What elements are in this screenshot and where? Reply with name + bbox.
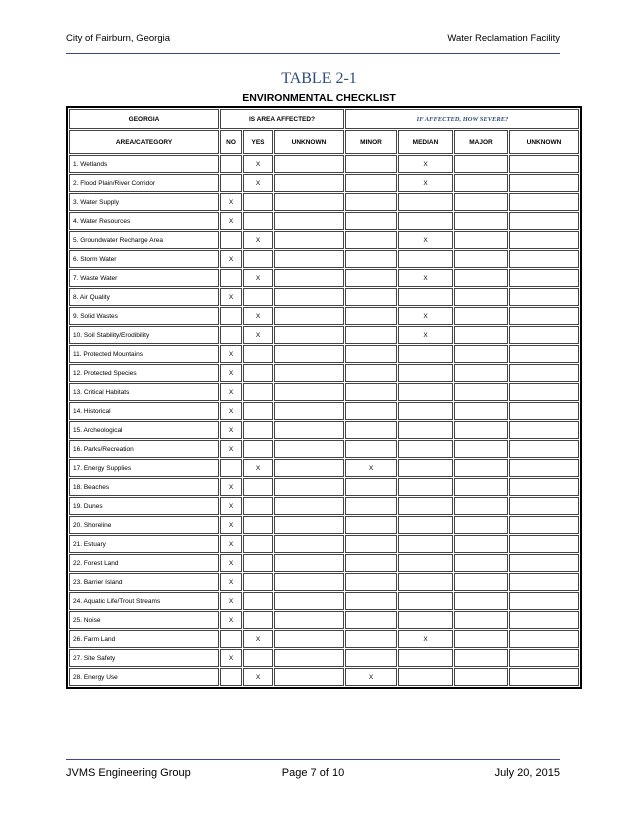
row-mark [345,364,397,382]
table-row [69,649,579,667]
row-mark [454,383,508,401]
row-mark: X [220,402,242,420]
row-category: 2. Flood Plain/River Corridor [69,174,219,192]
table-row [69,174,579,192]
table-row [69,231,579,249]
row-mark [243,535,273,553]
row-mark [345,174,397,192]
row-category: 26. Farm Land [69,630,219,648]
row-mark [345,212,397,230]
table-row [69,668,579,686]
column-header: UNKNOWN [509,130,579,154]
row-mark [454,573,508,591]
row-mark [454,364,508,382]
row-mark [220,174,242,192]
row-mark [345,478,397,496]
row-mark [398,383,453,401]
table-row [69,516,579,534]
row-mark [345,440,397,458]
row-mark [398,440,453,458]
row-category: 5. Groundwater Recharge Area [69,231,219,249]
row-mark: X [398,630,453,648]
row-mark [454,345,508,363]
row-mark [345,288,397,306]
row-mark: X [220,592,242,610]
row-mark: X [243,668,273,686]
row-mark [274,421,344,439]
row-category: 11. Protected Mountains [69,345,219,363]
row-mark [398,459,453,477]
table-title: TABLE 2-1 [281,70,357,87]
row-mark [345,383,397,401]
row-mark [243,345,273,363]
row-category: 22. Forest Land [69,554,219,572]
row-mark: X [220,478,242,496]
table-row [69,554,579,572]
row-mark [509,497,579,515]
row-mark [509,611,579,629]
row-mark: X [220,288,242,306]
row-mark [454,554,508,572]
row-mark [454,402,508,420]
row-mark [398,402,453,420]
row-mark [454,193,508,211]
row-mark [274,326,344,344]
row-mark [509,440,579,458]
row-mark [345,516,397,534]
row-mark [398,573,453,591]
row-mark [398,421,453,439]
table-row [69,269,579,287]
row-mark [454,516,508,534]
row-mark [509,155,579,173]
table-row [69,440,579,458]
row-mark: X [345,668,397,686]
table-row [69,155,579,173]
row-mark [243,421,273,439]
row-mark: X [398,307,453,325]
row-mark [509,668,579,686]
table-row [69,288,579,306]
row-mark [274,497,344,515]
row-mark [454,535,508,553]
row-mark [509,630,579,648]
row-mark [509,307,579,325]
row-mark [345,497,397,515]
table-row [69,497,579,515]
row-mark [345,421,397,439]
row-mark: X [243,231,273,249]
row-mark: X [398,231,453,249]
row-mark [274,630,344,648]
row-mark [220,326,242,344]
row-category: 15. Archeological [69,421,219,439]
row-mark [274,535,344,553]
row-category: 7. Waste Water [69,269,219,287]
row-mark [345,307,397,325]
column-header: NO [220,130,242,154]
row-mark [509,326,579,344]
row-category: 28. Energy Use [69,668,219,686]
row-mark [274,288,344,306]
row-mark: X [243,269,273,287]
row-mark [220,231,242,249]
row-mark: X [220,611,242,629]
row-mark: X [220,345,242,363]
column-header: AREA/CATEGORY [69,130,219,154]
row-mark [454,459,508,477]
row-mark [509,649,579,667]
footer-right: July 20, 2015 [494,767,560,779]
row-mark [509,554,579,572]
row-mark [454,212,508,230]
row-mark: X [220,364,242,382]
row-mark: X [220,649,242,667]
row-mark [345,630,397,648]
row-mark [398,516,453,534]
checklist-table-frame [66,106,582,689]
row-mark [243,364,273,382]
row-mark [509,288,579,306]
row-mark: X [220,421,242,439]
row-category: 6. Storm Water [69,250,219,268]
row-mark [454,250,508,268]
table-row [69,212,579,230]
row-mark [509,573,579,591]
row-mark: X [220,516,242,534]
row-category: 19. Dunes [69,497,219,515]
row-mark [454,288,508,306]
table-row [69,459,579,477]
footer-center: Page 7 of 10 [281,767,345,779]
row-category: 8. Air Quality [69,288,219,306]
row-mark [454,592,508,610]
row-mark [243,573,273,591]
column-header: MINOR [345,130,397,154]
row-mark [274,478,344,496]
table-row [69,193,579,211]
header-rule [66,53,560,54]
row-mark [345,554,397,572]
row-mark [454,174,508,192]
row-mark [454,440,508,458]
row-mark [274,250,344,268]
row-mark [243,592,273,610]
row-mark [398,364,453,382]
row-mark: X [398,174,453,192]
row-mark: X [243,326,273,344]
row-mark [509,478,579,496]
row-mark [398,345,453,363]
row-category: 20. Shoreline [69,516,219,534]
row-mark [274,649,344,667]
row-mark [398,592,453,610]
row-mark [454,307,508,325]
row-mark [398,193,453,211]
row-mark [274,174,344,192]
row-mark [398,497,453,515]
row-mark [454,649,508,667]
row-category: 21. Estuary [69,535,219,553]
row-mark [274,231,344,249]
row-mark [274,459,344,477]
row-mark [509,459,579,477]
row-mark [274,269,344,287]
row-mark [243,649,273,667]
row-mark [243,212,273,230]
column-header-row [69,130,579,154]
table-row [69,364,579,382]
row-mark [509,516,579,534]
row-mark: X [243,630,273,648]
row-mark: X [243,155,273,173]
row-mark [274,573,344,591]
row-category: 24. Aquatic Life/Trout Streams [69,592,219,610]
row-mark [243,250,273,268]
table-row [69,421,579,439]
row-mark [345,269,397,287]
row-category: 10. Soil Stability/Erodibility [69,326,219,344]
row-mark [345,326,397,344]
group-affected: IS AREA AFFECTED? [220,109,344,129]
row-mark [220,155,242,173]
row-mark [243,383,273,401]
row-mark [345,592,397,610]
row-mark [398,250,453,268]
row-category: 13. Critical Habitats [69,383,219,401]
row-mark [454,478,508,496]
column-header: MAJOR [454,130,508,154]
row-mark [345,535,397,553]
row-category: 17. Energy Supplies [69,459,219,477]
row-mark: X [220,440,242,458]
row-mark: X [398,326,453,344]
row-mark [345,155,397,173]
row-category: 18. Beaches [69,478,219,496]
row-mark [220,668,242,686]
row-mark: X [398,155,453,173]
row-mark [454,231,508,249]
row-category: 14. Historical [69,402,219,420]
table-row [69,573,579,591]
row-mark [243,516,273,534]
row-mark [243,611,273,629]
environmental-checklist-table [68,108,580,687]
row-mark [509,421,579,439]
group-georgia: GEORGIA [69,109,219,129]
row-mark [454,421,508,439]
row-mark [243,288,273,306]
row-category: 12. Protected Species [69,364,219,382]
table-row [69,630,579,648]
row-mark [398,478,453,496]
row-mark [220,630,242,648]
row-mark [509,592,579,610]
row-mark [509,193,579,211]
row-mark [509,383,579,401]
row-mark [274,364,344,382]
row-mark [509,345,579,363]
row-mark [398,535,453,553]
footer-rule [66,759,560,760]
row-mark [345,193,397,211]
row-mark [345,573,397,591]
group-severe: IF AFFECTED, HOW SEVERE? [345,109,579,129]
row-mark [274,611,344,629]
row-mark [509,364,579,382]
row-mark: X [243,307,273,325]
row-category: 16. Parks/Recreation [69,440,219,458]
page-header [66,33,560,51]
row-mark [243,440,273,458]
row-category: 3. Water Supply [69,193,219,211]
row-mark [345,611,397,629]
row-mark [220,459,242,477]
row-category: 23. Barrier Island [69,573,219,591]
row-mark [274,345,344,363]
row-mark: X [345,459,397,477]
row-mark [243,497,273,515]
table-row [69,611,579,629]
row-mark [274,212,344,230]
row-mark [454,326,508,344]
row-mark [274,307,344,325]
row-mark [398,649,453,667]
group-header-row [69,109,579,129]
table-row [69,535,579,553]
table-row [69,592,579,610]
row-mark: X [220,573,242,591]
table-subtitle: ENVIRONMENTAL CHECKLIST [242,92,396,104]
row-mark [345,649,397,667]
row-mark [345,231,397,249]
header-right: Water Reclamation Facility [447,33,560,44]
row-mark [274,383,344,401]
row-mark [243,193,273,211]
row-mark [398,554,453,572]
row-mark [274,440,344,458]
table-row [69,383,579,401]
row-mark: X [220,212,242,230]
table-row [69,345,579,363]
header-left: City of Fairburn, Georgia [66,33,171,44]
row-mark [243,402,273,420]
row-mark [509,269,579,287]
row-mark [509,250,579,268]
row-mark [509,212,579,230]
row-category: 25. Noise [69,611,219,629]
row-mark: X [220,535,242,553]
column-header: YES [243,130,273,154]
row-mark [220,269,242,287]
row-category: 1. Wetlands [69,155,219,173]
row-category: 27. Site Safety [69,649,219,667]
row-mark [274,155,344,173]
row-category: 9. Solid Wastes [69,307,219,325]
row-mark [509,535,579,553]
row-mark [398,288,453,306]
row-mark [454,269,508,287]
row-mark [509,174,579,192]
row-mark [274,402,344,420]
row-mark [398,212,453,230]
row-mark [243,478,273,496]
row-mark: X [398,269,453,287]
row-mark: X [220,383,242,401]
column-header: MEDIAN [398,130,453,154]
row-mark [274,193,344,211]
row-mark [398,668,453,686]
row-mark [454,630,508,648]
row-mark [274,668,344,686]
row-mark: X [220,250,242,268]
table-row [69,307,579,325]
row-mark [243,554,273,572]
column-header: UNKNOWN [274,130,344,154]
table-row [69,326,579,344]
row-mark [274,592,344,610]
row-mark [454,611,508,629]
row-mark [454,668,508,686]
row-mark [274,554,344,572]
table-row [69,250,579,268]
row-mark [509,231,579,249]
row-mark: X [220,497,242,515]
row-mark [345,402,397,420]
table-row [69,402,579,420]
row-mark [398,611,453,629]
footer-left: JVMS Engineering Group [66,767,191,779]
row-mark [274,516,344,534]
row-category: 4. Water Resources [69,212,219,230]
row-mark: X [220,554,242,572]
row-mark [220,307,242,325]
table-row [69,478,579,496]
row-mark: X [243,459,273,477]
row-mark [454,497,508,515]
row-mark: X [243,174,273,192]
row-mark [345,345,397,363]
row-mark [509,402,579,420]
row-mark [345,250,397,268]
row-mark: X [220,193,242,211]
row-mark [454,155,508,173]
